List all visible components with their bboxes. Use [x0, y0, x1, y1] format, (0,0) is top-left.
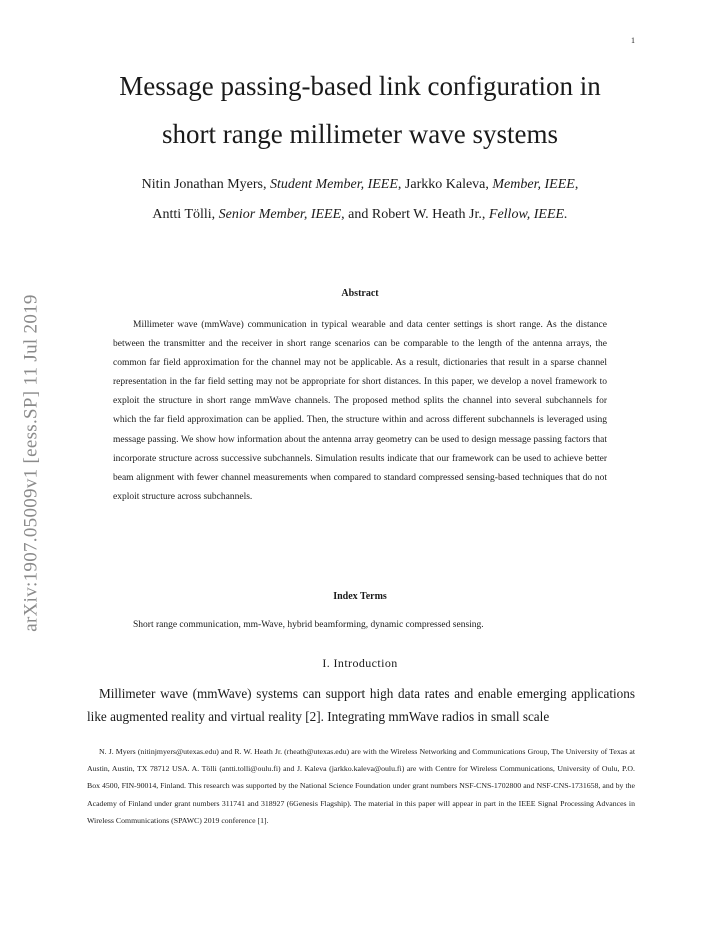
author-4-membership: Fellow, IEEE.	[488, 207, 568, 222]
author-2-name: , Jarkko Kaleva,	[397, 177, 489, 192]
index-terms-body: Short range communication, mm-Wave, hybrid beamforming, dynamic compressed sensing.	[133, 620, 484, 630]
author-4-name: , and Robert W. Heath Jr.,	[341, 207, 486, 222]
author-2-membership: Member, IEEE	[492, 177, 575, 192]
page-number: 1	[631, 36, 635, 45]
author-1-name: Nitin Jonathan Myers,	[141, 177, 267, 192]
author-line-1: Nitin Jonathan Myers, Student Member, IEEE, Jarkko Kaleva, Member, IEEE,	[141, 177, 579, 192]
abstract-body: Millimeter wave (mmWave) communication in typical wearable and data center settings is short range. As the distance between the transmitter and the receiver in short range scenarios can be comparable to the length of the antenna arrays, the common far field approximation for the channel may not be applicable. As a result, dictionaries that result in a sparse channel representation in the far field setting may not be appropriate for short distances. In this paper, we develop a novel framework to exploit the structure in short range mmWave channels. The proposed method splits the channel into several subchannels for which the far field approximation can be applied. Then, the structure within and across different subchannels is leveraged using message passing. We show how information about the antenna array geometry can be used to design message passing factors that incorporate structure across successive subchannels. Simulation results indicate that our framework can be used to achieve better beam alignment with fewer channel measurements when compared to standard compressed sensing-based techniques that do not exploit structure across subchannels.	[113, 320, 607, 502]
affiliation-footnote: N. J. Myers (nitinjmyers@utexas.edu) and R. W. Heath Jr. (rheath@utexas.edu) are with the Wireless Networking and Communications Group, The University of Texas at Austin, Austin, TX 78712 USA. A. Tölli (antti.tolli@oulu.fi) and J. Kaleva (jarkko.kaleva@oulu.fi) are with Centre for Wireless Communications, University of Oulu, P.O. Box 4500, FIN-90014, Finland. This research was supported by the National Science Foundation under grant numbers NSF-CNS-1702800 and NSF-CNS-1731658, and by the Academy of Finland under grant numbers 311741 and 318927 (6Genesis Flagship). The material in this paper will appear in part in the IEEE Signal Processing Advances in Wireless Communications (SPAWC) 2019 conference [1].	[87, 747, 635, 825]
introduction-body: Millimeter wave (mmWave) systems can support high data rates and enable emerging applications like augmented reality and virtual reality [2]. Integrating mmWave radios in small scale	[87, 686, 635, 724]
author-3-name: Antti Tölli,	[152, 207, 216, 222]
abstract-heading: Abstract	[341, 288, 379, 299]
arxiv-stamp-text: arXiv:1907.05009v1 [eess.SP] 11 Jul 2019	[21, 294, 43, 632]
author-1-membership: Student Member, IEEE	[270, 177, 398, 192]
author-3-membership: Senior Member, IEEE	[218, 207, 342, 222]
author-line-2	[70, 200, 650, 230]
title-line-1: Message passing-based link configuration in	[119, 71, 601, 101]
title-line-2: short range millimeter wave systems	[162, 119, 558, 149]
arxiv-stamp	[18, 254, 46, 672]
introduction-heading: I. Introduction	[322, 656, 398, 670]
author-list	[70, 170, 650, 230]
paper-title	[70, 62, 650, 158]
index-terms-heading: Index Terms	[333, 591, 387, 602]
